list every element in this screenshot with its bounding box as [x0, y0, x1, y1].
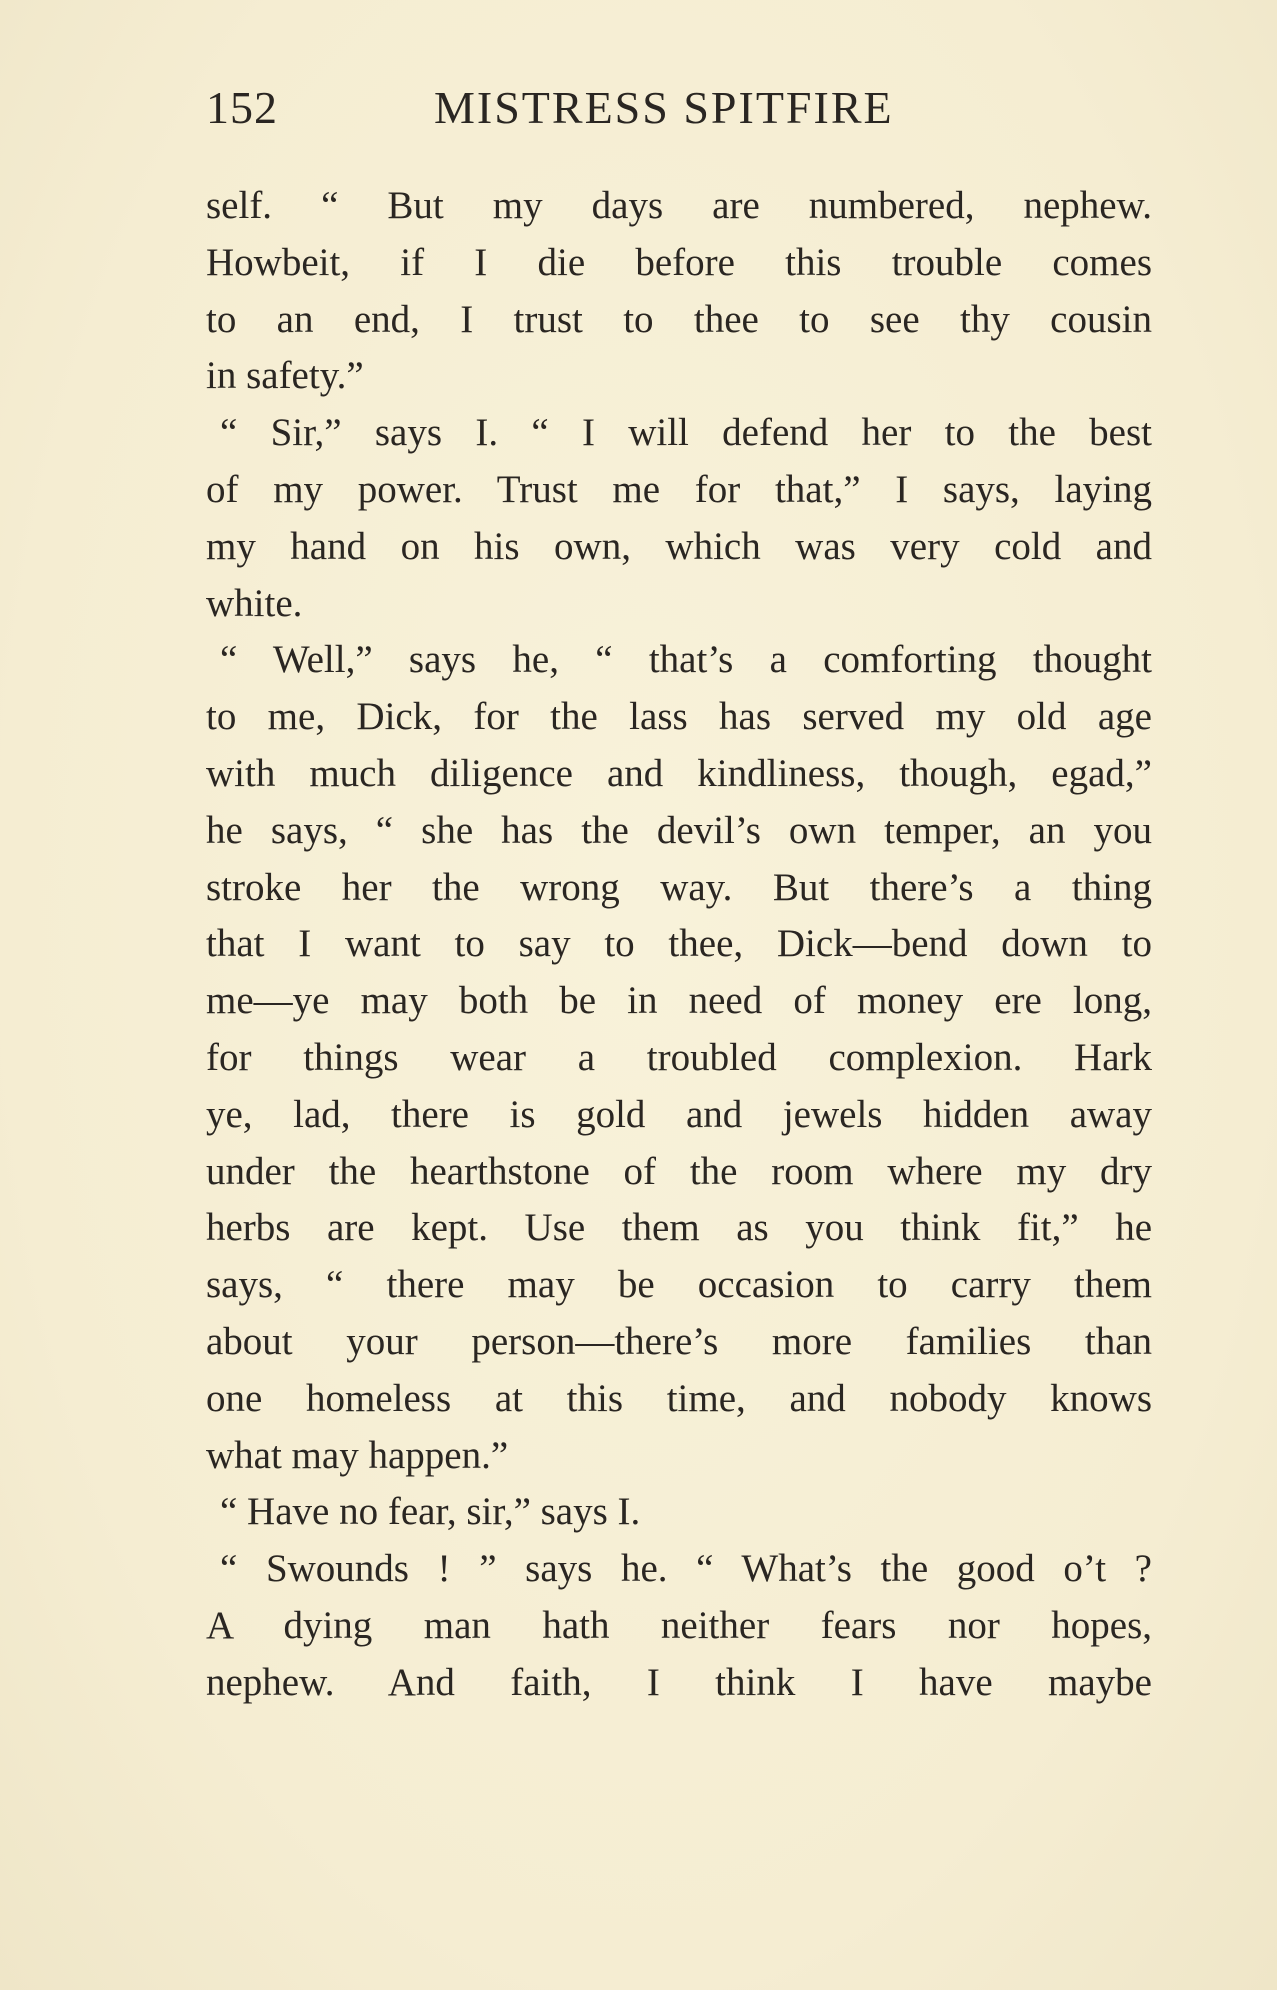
page-header [206, 78, 1156, 138]
text-line: to me, Dick, for the lass has served my old age [206, 695, 1152, 739]
text-line: about your person—there’s more families than [206, 1319, 1152, 1363]
body-text [206, 178, 1152, 1712]
text-line: he says, “ she has the devil’s own temper, an you [206, 808, 1152, 852]
running-head: MISTRESS SPITFIRE [434, 82, 894, 133]
text-line: A dying man hath neither fears nor hopes, [206, 1603, 1152, 1647]
text-line: “ Sir,” says I. “ I will defend her to the best [220, 411, 1152, 455]
text-line: my hand on his own, which was very cold and [206, 524, 1152, 568]
text-line: Howbeit, if I die before this trouble comes [206, 240, 1152, 284]
text-line: white. [206, 581, 303, 625]
text-line: ye, lad, there is gold and jewels hidden away [206, 1092, 1152, 1136]
text-line: self. “ But my days are numbered, nephew. [206, 184, 1152, 227]
text-line: with much diligence and kindliness, though, egad,” [206, 751, 1152, 795]
text-line: “ Well,” says he, “ that’s a comforting thought [220, 638, 1152, 682]
text-line: herbs are kept. Use them as you think fit,” he [206, 1206, 1152, 1250]
text-line: says, “ there may be occasion to carry them [206, 1263, 1152, 1307]
text-line: in safety.” [206, 354, 364, 398]
text-line: of my power. Trust me for that,” I says, laying [206, 467, 1152, 511]
text-line: to an end, I trust to thee to see thy cousin [206, 297, 1152, 341]
text-line: stroke her the wrong way. But there’s a thing [206, 865, 1152, 909]
text-line: under the hearthstone of the room where my dry [206, 1149, 1152, 1193]
text-line: one homeless at this time, and nobody knows [206, 1376, 1152, 1420]
text-line: me—ye may both be in need of money ere long, [206, 979, 1152, 1023]
text-line: nephew. And faith, I think I have maybe [206, 1660, 1152, 1704]
text-line: “ Swounds ! ” says he. “ What’s the good o’t ? [220, 1547, 1152, 1591]
text-line: what may happen.” [206, 1433, 509, 1477]
page-number: 152 [206, 82, 278, 133]
text-line: for things wear a troubled complexion. Hark [206, 1035, 1152, 1079]
text-line: “ Have no fear, sir,” says I. [220, 1490, 641, 1534]
text-line: that I want to say to thee, Dick—bend down to [206, 922, 1152, 966]
